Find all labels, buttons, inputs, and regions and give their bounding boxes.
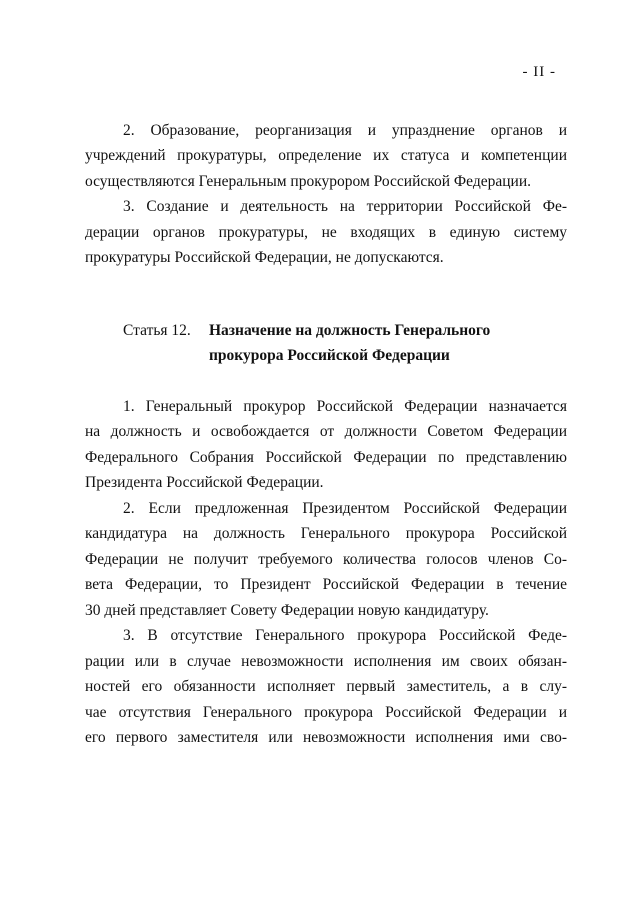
text-line: Президента Российской Федерации.	[85, 474, 324, 491]
text-line: рации или в случае невозможности исполнения им своих обязан-	[85, 653, 567, 670]
text-line: Федерального Собрания Российской Федерации по представлению	[85, 449, 567, 466]
text-line: 3. В отсутствие Генерального прокурора Российской Феде-	[123, 627, 567, 644]
text-line: на должность и освобождается от должности Советом Федерации	[85, 423, 567, 440]
article-title: Назначение на должность Генерального	[209, 322, 491, 339]
text-line: кандидатура на должность Генерального прокурора Российской	[85, 525, 567, 542]
text-line: 30 дней представляет Совету Федерации новую кандидатуру.	[85, 602, 489, 619]
text-line: 1. Генеральный прокурор Российской Федерации назначается	[123, 398, 567, 415]
text-line: чае отсутствия Генерального прокурора Российской Федерации и	[85, 704, 567, 721]
text-line: дерации органов прокуратуры, не входящих в единую систему	[85, 224, 567, 241]
article-label: Статья 12.	[123, 322, 191, 339]
text-line: прокуратуры Российской Федерации, не допускаются.	[85, 249, 444, 266]
text-line: 3. Создание и деятельность на территории Российской Фе-	[123, 198, 567, 215]
text-line: Федерации не получит требуемого количества голосов членов Со-	[85, 551, 567, 568]
article-title: прокурора Российской Федерации	[209, 347, 450, 364]
text-line: вета Федерации, то Президент Российской Федерации в течение	[85, 576, 567, 593]
text-line: ностей его обязанности исполняет первый заместитель, а в слу-	[85, 678, 567, 695]
text-line: 2. Если предложенная Президентом Российской Федерации	[123, 500, 567, 517]
page-number: - II -	[522, 64, 556, 80]
text-line: осуществляются Генеральным прокурором Российской Федерации.	[85, 173, 531, 190]
text-line: 2. Образование, реорганизация и упразднение органов и	[123, 122, 567, 139]
text-line: его первого заместителя или невозможности исполнения ими сво-	[85, 729, 567, 746]
text-line: учреждений прокуратуры, определение их статуса и компетенции	[85, 147, 567, 164]
